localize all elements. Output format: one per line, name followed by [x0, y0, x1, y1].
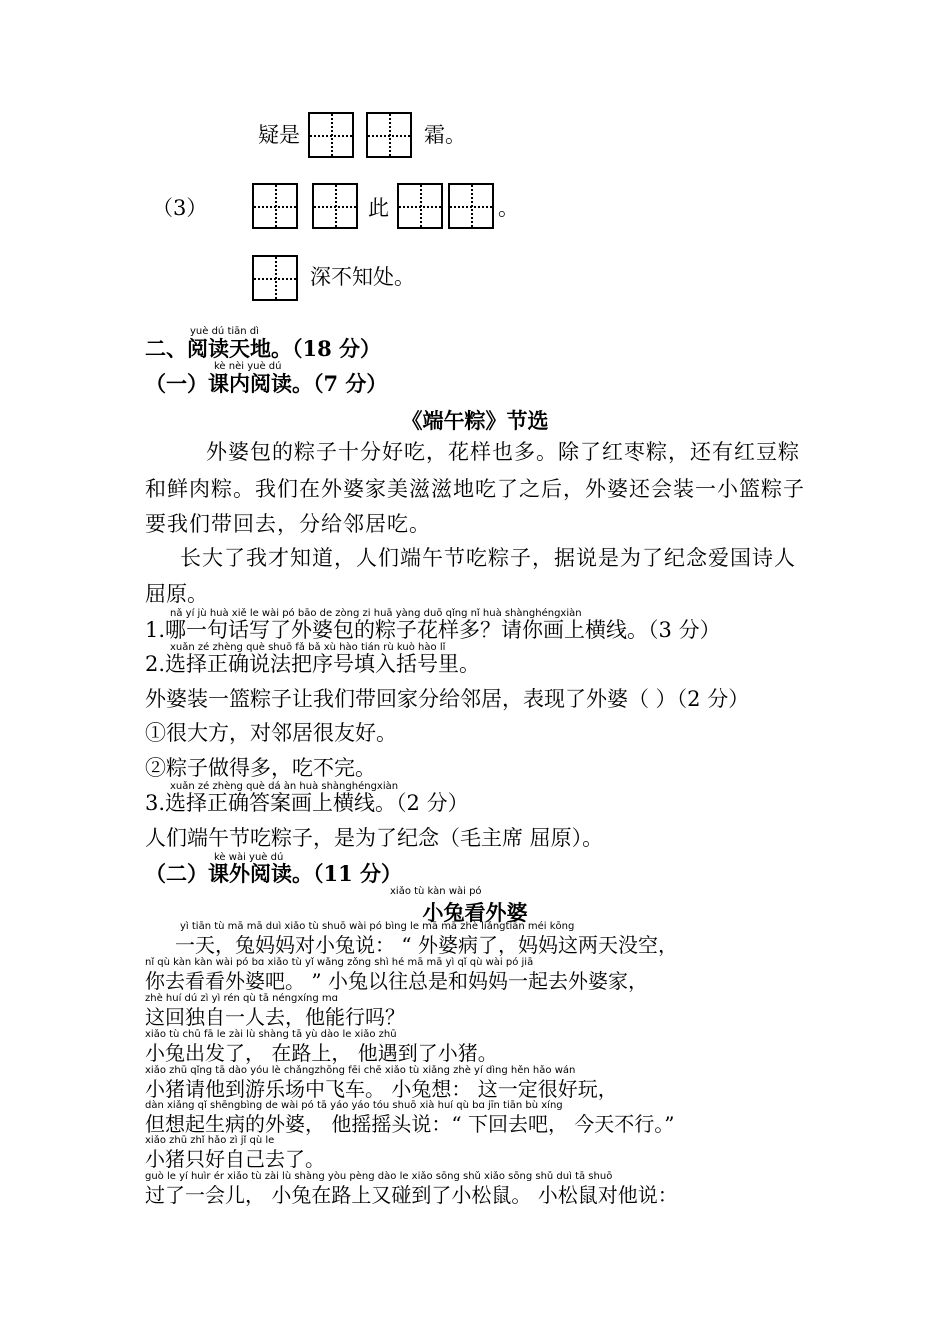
part1-heading — [145, 372, 387, 396]
line3-right-text: 深不知处。 — [310, 265, 415, 289]
story-line: 但想起生病的外婆， 他摇摇头说：“ 下回去吧， 今天不行。” — [145, 1112, 675, 1136]
story-pinyin: xiǎo zhū qǐng tā dào yóu lè chǎngzhōng fēi chē xiǎo tù xiǎng zhè yí dìng hěn hǎo wán — [145, 1065, 576, 1076]
char-box[interactable] — [308, 112, 354, 158]
story-pinyin: guò le yí huìr ér xiǎo tù zài lù shàng yòu pèng dào le xiǎo sōng shǔ xiǎo sōng shǔ duì tā shuō — [145, 1171, 613, 1182]
question-number-3: （3） — [152, 196, 208, 220]
story-pinyin: zhè huí dú zì yì rén qù tā néngxíng mɑ — [145, 993, 338, 1004]
story-line: 小兔出发了， 在路上， 他遇到了小猪。 — [145, 1041, 498, 1065]
char-box[interactable] — [448, 183, 494, 229]
char-box[interactable] — [252, 255, 298, 301]
story-pinyin: dàn xiǎng qǐ shēngbìng de wài pó tā yáo yáo tóu shuō xià huí qù bɑ jīn tiān bù xíng — [145, 1100, 563, 1111]
char-box[interactable] — [366, 112, 412, 158]
story-title: 小兔看外婆 — [422, 900, 528, 925]
story-line: 一天，兔妈妈对小兔说： “ 外婆病了，妈妈这两天没空， — [175, 933, 678, 957]
q3-pinyin: xuǎn zé zhèng què dá àn huà shànghéngxiàn — [170, 781, 399, 792]
line1-right-text: 霜。 — [424, 123, 466, 147]
story-title-pinyin: xiǎo tù kàn wài pó — [390, 886, 482, 897]
passage1-line: 外婆包的粽子十分好吃，花样也多。除了红枣粽，还有红豆粽 — [206, 440, 800, 464]
question-2: 2.选择正确说法把序号填入括号里。 — [145, 652, 481, 676]
story-line: 这回独自一人去，他能行吗？ — [145, 1005, 405, 1029]
part2-pinyin: kè wài yuè dú — [214, 852, 284, 863]
heading-score: 。（18 分） — [271, 336, 382, 361]
story-line: 过了一会儿， 小兔在路上又碰到了小松鼠。 小松鼠对他说： — [145, 1183, 678, 1207]
passage1-line: 屈原。 — [145, 582, 208, 606]
section-heading — [145, 337, 381, 361]
story-pinyin: nǐ qù kàn kàn wài pó bɑ xiǎo tù yǐ wǎng zǒng shì hé mā mā yì qǐ qù wài pó jiā — [145, 957, 534, 968]
story-pinyin: xiǎo tù chū fā le zài lù shàng tā yù dào le xiǎo zhū — [145, 1029, 397, 1040]
char-box[interactable] — [397, 183, 443, 229]
char-box[interactable] — [252, 183, 298, 229]
passage1-title: 《端午粽》节选 — [401, 408, 549, 433]
q2-pinyin: xuǎn zé zhèng què shuō fǎ bǎ xù hào tián rù kuò hào lǐ — [170, 642, 446, 653]
heading-prefix: 二、 — [145, 336, 187, 361]
line2-end-text: 。 — [498, 196, 519, 220]
question-3: 3.选择正确答案画上横线。（2 分） — [145, 791, 469, 815]
part2-prefix: （二） — [145, 861, 208, 886]
question-3-stem: 人们端午节吃粽子，是为了纪念（毛主席 屈原）。 — [145, 826, 604, 850]
line2-mid-text: 此 — [368, 196, 389, 220]
q1-pinyin: nǎ yí jù huà xiě le wài pó bāo de zòng zi huā yàng duō qǐng nǐ huà shànghéngxiàn — [170, 608, 582, 619]
part1-score: 。（7 分） — [292, 371, 388, 396]
char-box[interactable] — [312, 183, 358, 229]
passage1-line: 和鲜肉粽。我们在外婆家美滋滋地吃了之后，外婆还会装一小篮粽子 — [145, 477, 805, 501]
part2-score: 。（11 分） — [292, 861, 403, 886]
question-1: 1.哪一句话写了外婆包的粽子花样多？请你画上横线。（3 分） — [145, 618, 721, 642]
part2-text: 课外阅读 — [208, 861, 292, 886]
heading-text: 阅读天地 — [187, 336, 271, 361]
question-2-option-1[interactable]: ①很大方，对邻居很友好。 — [145, 721, 397, 745]
story-pinyin: xiǎo zhū zhǐ hǎo zì jǐ qù le — [145, 1135, 275, 1146]
passage1-line: 长大了我才知道，人们端午节吃粽子，据说是为了纪念爱国诗人 — [180, 546, 796, 570]
story-pinyin: yì tiān tù mā mā duì xiǎo tù shuō wài pó bìng le mā mā zhè liǎngtiān méi kōng — [180, 921, 575, 932]
question-2-option-2[interactable]: ②粽子做得多，吃不完。 — [145, 756, 376, 780]
part2-heading — [145, 862, 402, 886]
line1-left-text: 疑是 — [258, 123, 300, 147]
passage1-line: 要我们带回去，分给邻居吃。 — [145, 512, 431, 536]
story-line: 你去看看外婆吧。 ” 小兔以往总是和妈妈一起去外婆家， — [145, 969, 648, 993]
part1-pinyin: kè nèi yuè dú — [214, 361, 282, 372]
heading-pinyin: yuè dú tiān dì — [190, 326, 259, 337]
story-line: 小猪只好自己去了。 — [145, 1147, 325, 1171]
story-line: 小猪请他到游乐场中飞车。 小兔想： 这一定很好玩， — [145, 1077, 618, 1101]
part1-text: 课内阅读 — [208, 371, 292, 396]
part1-prefix: （一） — [145, 371, 208, 396]
question-2-stem: 外婆装一篮粽子让我们带回家分给邻居，表现了外婆（ ）（2 分） — [145, 687, 750, 711]
